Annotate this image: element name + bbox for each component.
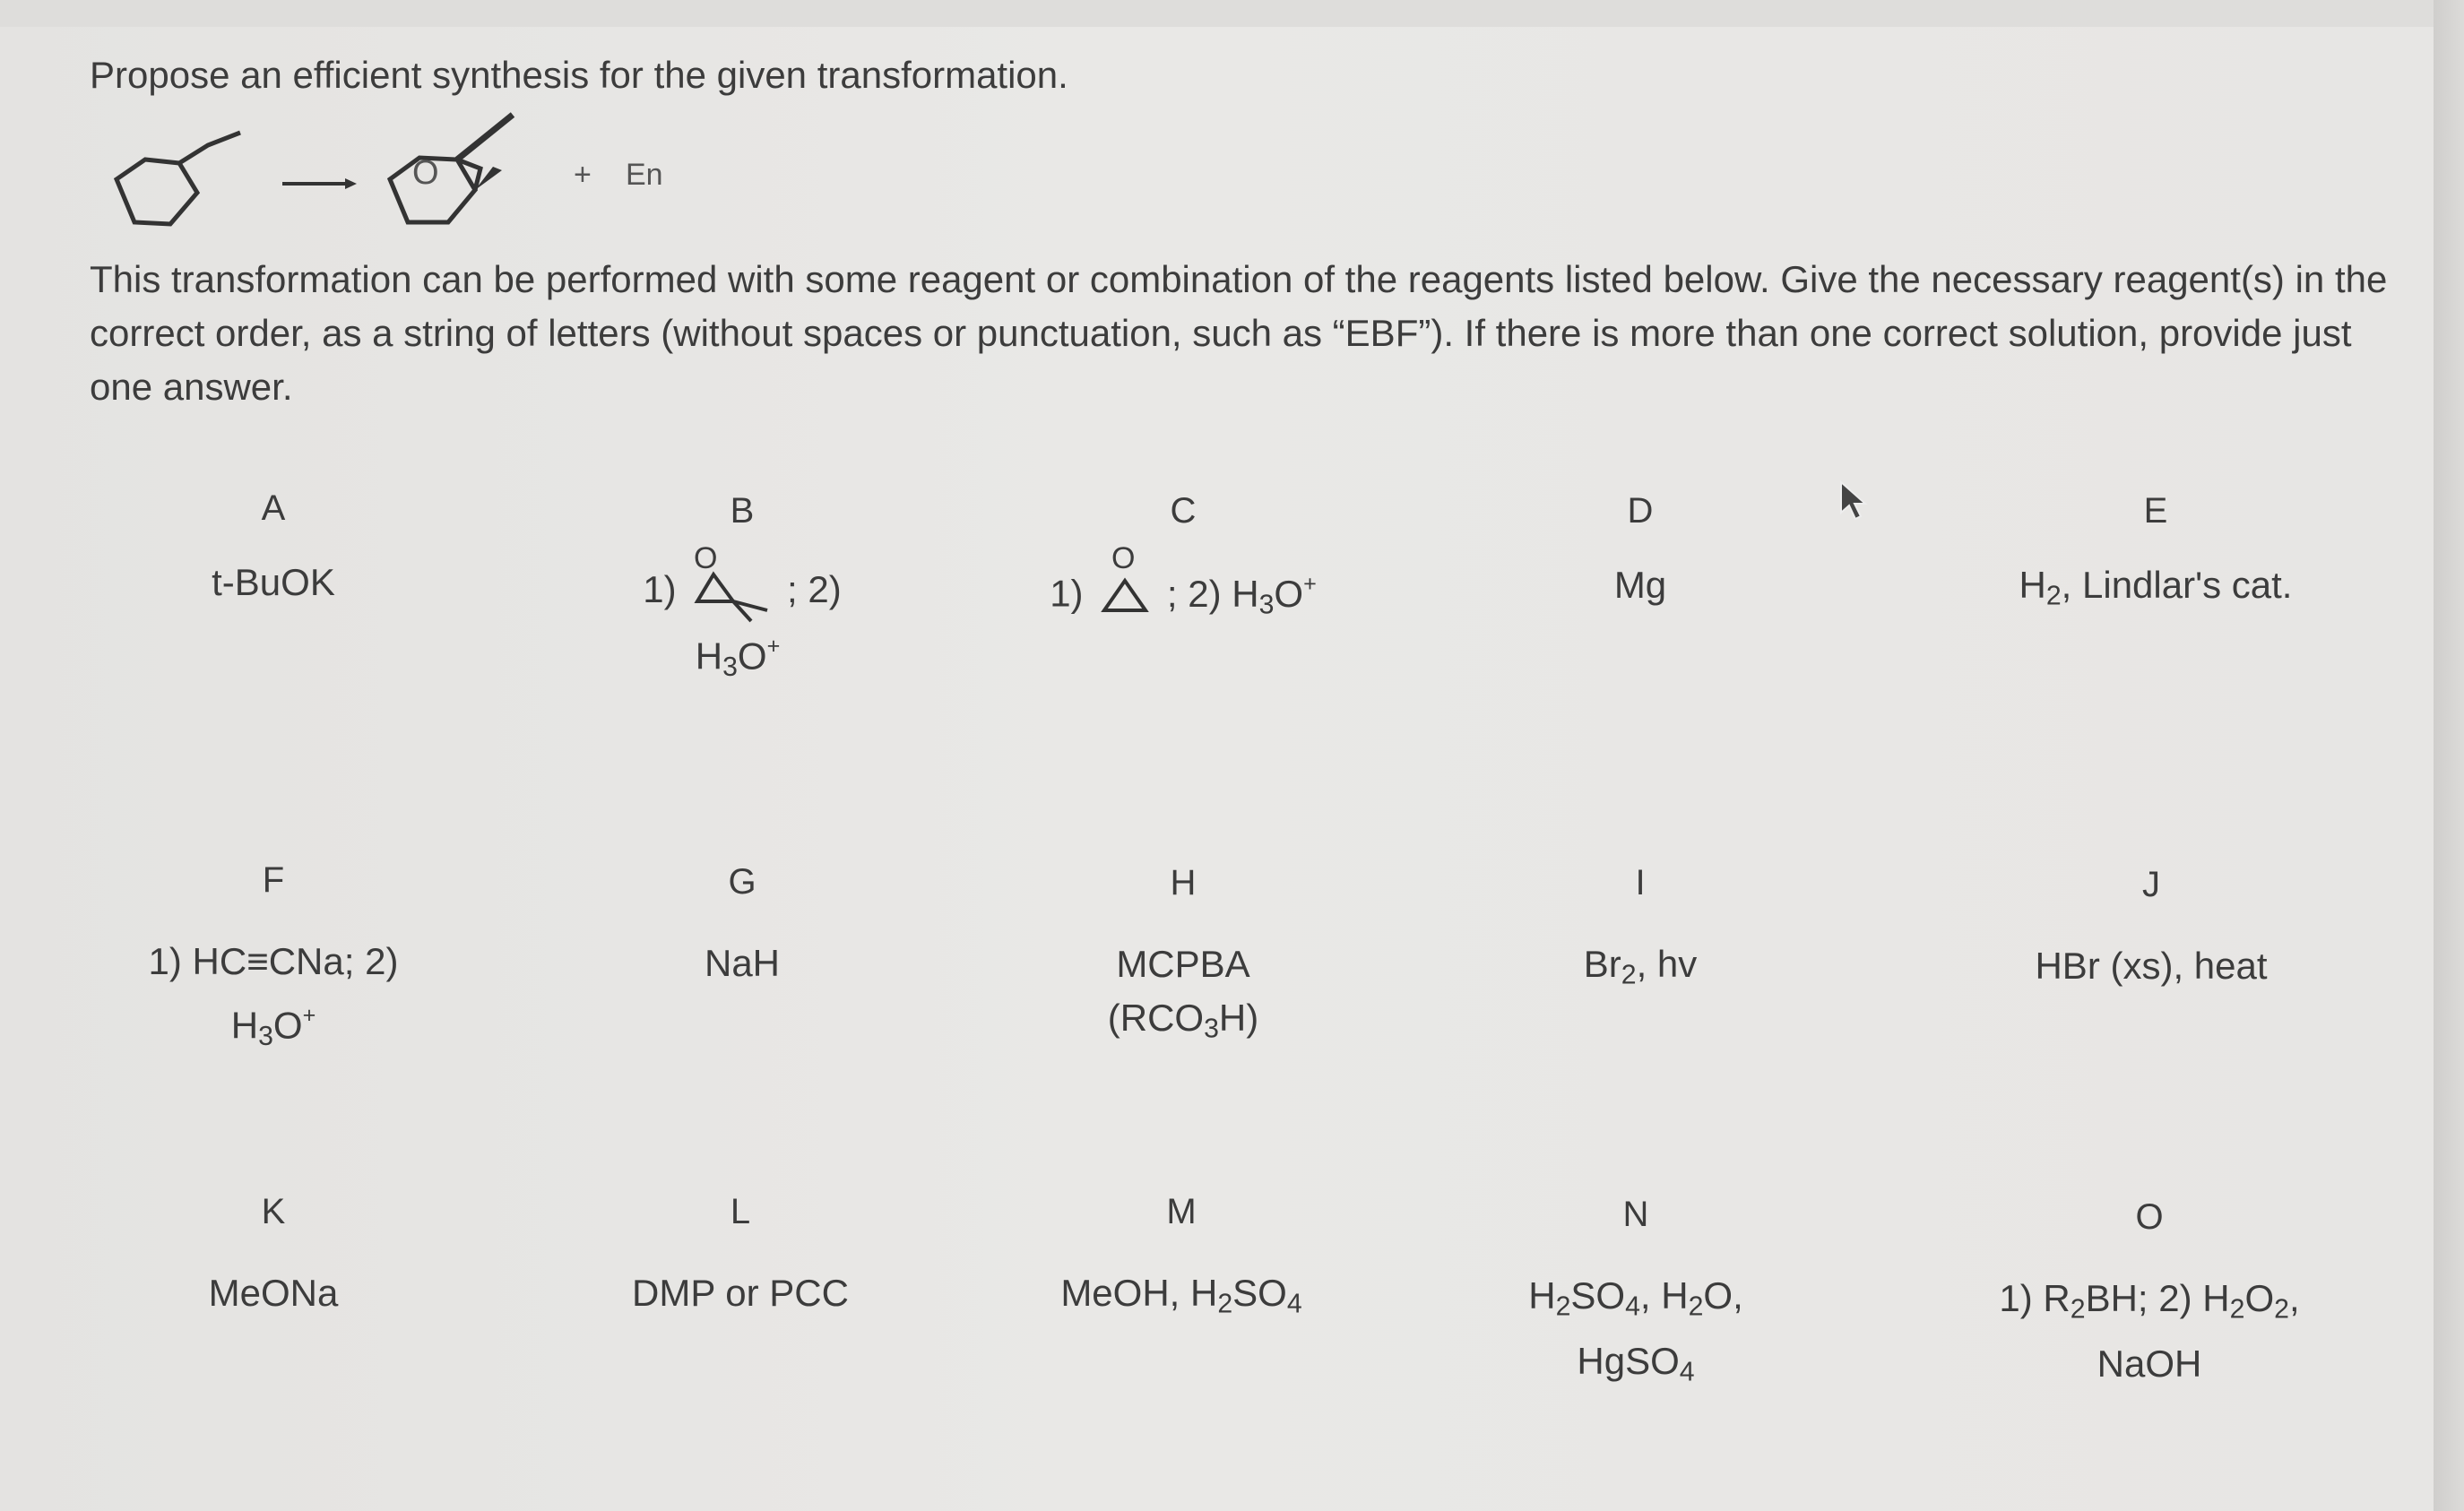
product-methyl bbox=[457, 115, 513, 160]
starting-ring bbox=[117, 160, 197, 224]
reagent-i-text: $Br_2$, hv bbox=[1583, 943, 1698, 990]
reagent-c-step1: 1) bbox=[1050, 572, 1084, 615]
reagent-e-letter: E bbox=[2143, 491, 2168, 531]
reagent-o-line2: NaOH bbox=[2097, 1342, 2202, 1385]
reagent-b-step2: ; 2) bbox=[787, 568, 842, 611]
mouse-pointer-arrow bbox=[1841, 482, 1865, 519]
reagent-k-letter: K bbox=[261, 1192, 286, 1231]
reagent-b-acid: $H_3O^+$ bbox=[695, 634, 781, 683]
reagent-b-letter: B bbox=[730, 491, 755, 531]
scheme-en: En bbox=[626, 158, 663, 192]
reagent-a-text: t-BuOK bbox=[212, 561, 335, 603]
mouse-pointer-shape bbox=[1839, 480, 1868, 522]
reaction-arrowhead bbox=[345, 178, 357, 189]
reagent-b-ring-oxygen: O bbox=[694, 541, 718, 575]
reagent-j bbox=[1918, 865, 2384, 993]
reagent-c-step2: ; 2) $H_3O^+$ bbox=[1166, 571, 1317, 620]
reagent-h bbox=[950, 863, 1416, 1057]
reagent-n bbox=[1403, 1195, 1869, 1399]
reagent-m bbox=[948, 1192, 1414, 1332]
reagent-j-letter: J bbox=[2142, 865, 2160, 904]
reagent-i bbox=[1407, 863, 1873, 1003]
reagent-m-letter: M bbox=[1166, 1192, 1197, 1231]
reagent-d-letter: D bbox=[1627, 491, 1654, 531]
reagent-i-letter: I bbox=[1635, 863, 1646, 902]
mouse-pointer-icon bbox=[1839, 480, 1868, 526]
reagent-j-text: HBr (xs), heat bbox=[2035, 945, 2268, 987]
reagent-l-text: DMP or PCC bbox=[632, 1272, 849, 1314]
reagent-e-text: $H_2$, Lindlar's cat. bbox=[2019, 564, 2293, 611]
question-prompt: Propose an efficient synthesis for the given transformation. bbox=[90, 54, 1068, 96]
reagent-f-line2: $H_3O^+$ bbox=[230, 1003, 316, 1052]
reagent-h-line1: MCPBA bbox=[1116, 943, 1250, 985]
reagent-l-letter: L bbox=[730, 1192, 751, 1231]
reagent-k bbox=[40, 1192, 506, 1320]
reagent-c bbox=[950, 491, 1416, 633]
question-instructions: This transformation can be performed with some reagent or combination of the reagents listed below. Give the necessary reagent(s) in the correct order, as a string of letters (without spaces or punctuation, such as “EBF”). If there is more than one correct solution, provide just one answer. bbox=[90, 258, 2388, 408]
scheme-plus: + bbox=[574, 158, 592, 192]
reagent-c-letter: C bbox=[1170, 491, 1197, 531]
reagent-l bbox=[507, 1192, 973, 1320]
reagent-n-line1: $H_2SO_4$, $H_2O$, bbox=[1528, 1274, 1743, 1322]
reagent-c-line1 bbox=[950, 541, 1416, 633]
reagent-h-letter: H bbox=[1170, 863, 1197, 902]
reagent-f bbox=[40, 860, 506, 1064]
starting-side-chain bbox=[179, 133, 240, 163]
reagent-f-letter: F bbox=[262, 860, 285, 900]
reagent-n-line2: HgSO$_4$ bbox=[1577, 1339, 1695, 1387]
reagent-h-line2: $(RCO_3H)$ bbox=[1107, 997, 1259, 1044]
reagent-c-ring-oxygen: O bbox=[1111, 541, 1136, 575]
reagent-k-text: MeONa bbox=[208, 1272, 339, 1314]
reagent-g-letter: G bbox=[728, 862, 756, 902]
reagent-d bbox=[1407, 491, 1873, 612]
reagent-o-line1: 1) $R_2BH$; 2) $H_2O_2$, bbox=[1999, 1277, 2300, 1325]
reagent-a-letter: A bbox=[261, 488, 286, 528]
reagent-b-line1 bbox=[509, 541, 975, 619]
reagent-f-line1: 1) HC≡CNa; 2) bbox=[148, 940, 399, 982]
reagent-d-text: Mg bbox=[1613, 564, 1667, 606]
reagent-o-letter: O bbox=[2135, 1197, 2164, 1237]
reagent-b bbox=[509, 491, 975, 695]
reagent-a bbox=[40, 488, 506, 609]
reagent-e bbox=[1923, 491, 2389, 624]
reaction-scheme bbox=[108, 108, 735, 255]
scrollbar-edge bbox=[2434, 0, 2464, 1511]
reagent-m-text: MeOH, $H_2SO_4$ bbox=[1060, 1272, 1302, 1319]
reagent-g bbox=[509, 862, 975, 990]
reagent-g-text: NaH bbox=[704, 942, 781, 984]
epoxide-oxygen-label: O bbox=[412, 154, 439, 192]
reagent-b-step1: 1) bbox=[643, 568, 677, 611]
top-border bbox=[0, 0, 2438, 27]
reagent-n-letter: N bbox=[1622, 1195, 1649, 1234]
reagent-o bbox=[1916, 1197, 2382, 1391]
